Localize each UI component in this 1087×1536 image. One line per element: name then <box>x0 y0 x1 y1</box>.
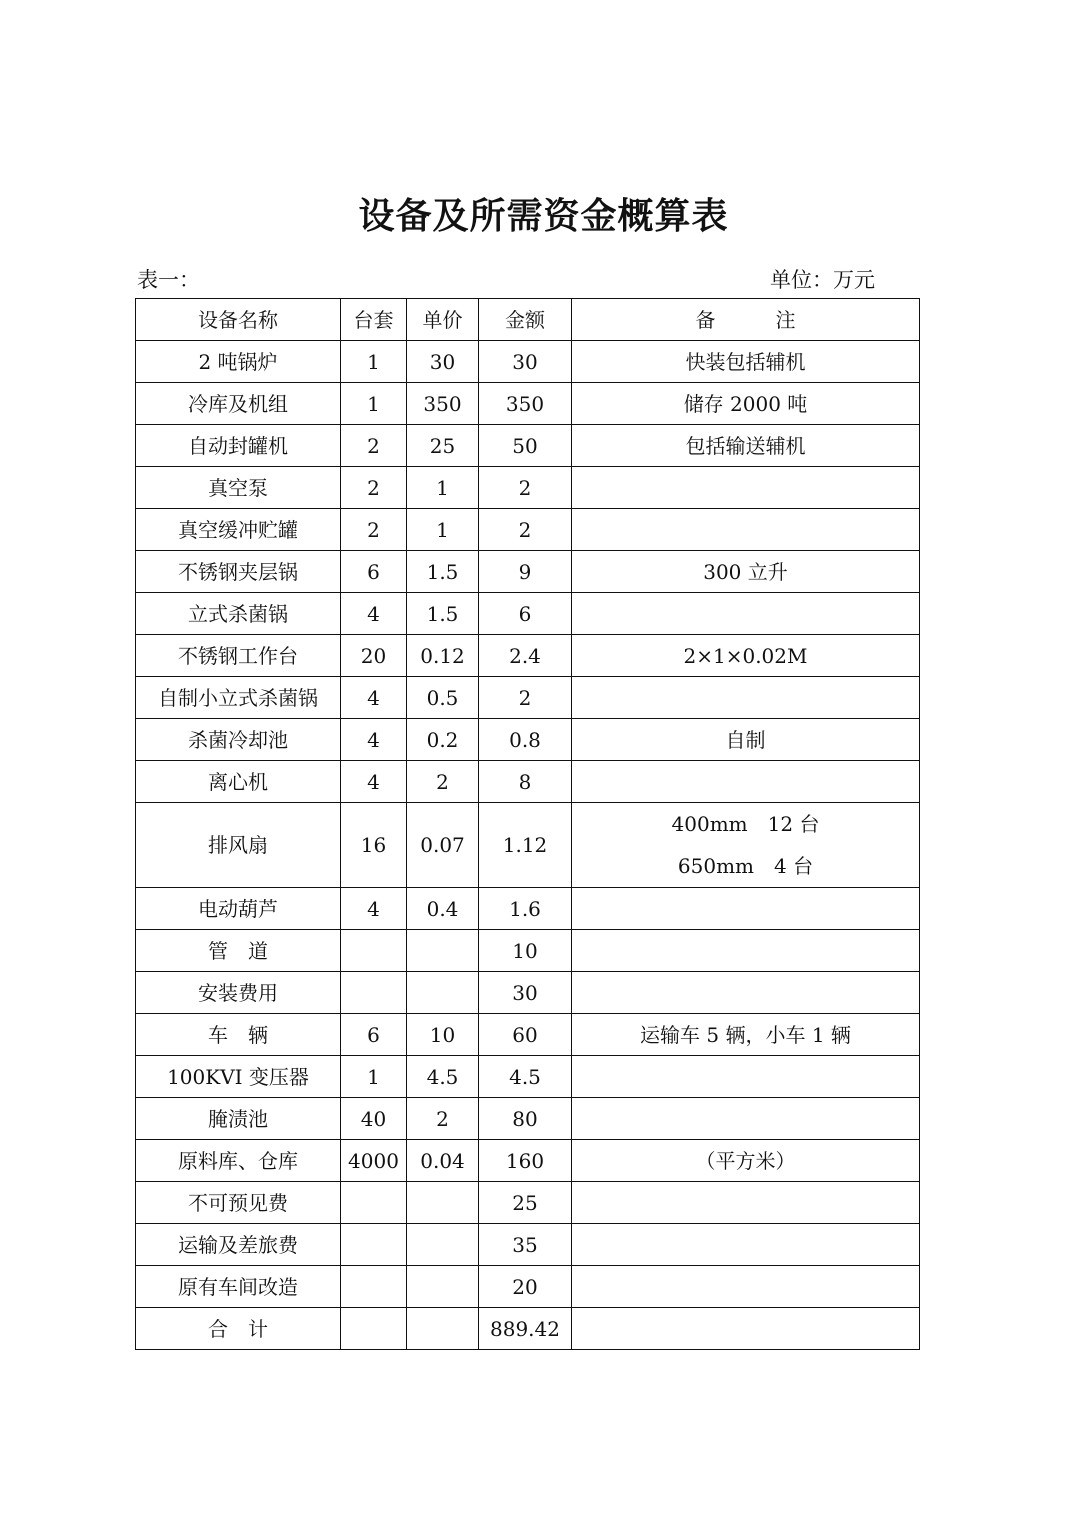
cell-quantity: 4000 <box>341 1140 407 1182</box>
cell-amount: 80 <box>479 1098 572 1140</box>
cell-equipment-name: 2 吨锅炉 <box>136 341 341 383</box>
cell-remarks <box>572 1182 920 1224</box>
cell-amount: 160 <box>479 1140 572 1182</box>
cell-remarks <box>572 888 920 930</box>
cell-unit-price: 1.5 <box>407 593 479 635</box>
table-row <box>136 1140 920 1182</box>
cell-unit-price: 25 <box>407 425 479 467</box>
cell-quantity: 1 <box>341 341 407 383</box>
cell-amount: 1.12 <box>479 803 572 888</box>
cell-equipment-name: 原料库、仓库 <box>136 1140 341 1182</box>
table-row <box>136 635 920 677</box>
cell-amount: 10 <box>479 930 572 972</box>
page-title: 设备及所需资金概算表 <box>358 196 729 237</box>
cell-equipment-name: 杀菌冷却池 <box>136 719 341 761</box>
table-row <box>136 467 920 509</box>
cell-equipment-name: 离心机 <box>136 761 341 803</box>
cell-unit-price: 0.4 <box>407 888 479 930</box>
table-row <box>136 972 920 1014</box>
total-row <box>136 1308 920 1350</box>
cell-amount: 20 <box>479 1266 572 1308</box>
cell-remarks <box>572 1308 920 1350</box>
cell-remarks <box>572 1098 920 1140</box>
cell-remarks <box>572 803 920 888</box>
cell-quantity <box>341 930 407 972</box>
cell-remarks: 2×1×0.02M <box>572 635 920 677</box>
budget-table <box>135 298 920 1350</box>
table-row <box>136 930 920 972</box>
cell-quantity <box>341 1182 407 1224</box>
cell-quantity: 6 <box>341 1014 407 1056</box>
cell-unit-price: 30 <box>407 341 479 383</box>
cell-amount: 2.4 <box>479 635 572 677</box>
cell-amount: 9 <box>479 551 572 593</box>
table-row <box>136 761 920 803</box>
cell-remarks <box>572 509 920 551</box>
cell-quantity <box>341 1308 407 1350</box>
table-row <box>136 1098 920 1140</box>
cell-amount: 2 <box>479 509 572 551</box>
cell-amount: 1.6 <box>479 888 572 930</box>
table-row <box>136 1056 920 1098</box>
cell-equipment-name: 真空泵 <box>136 467 341 509</box>
cell-amount: 2 <box>479 467 572 509</box>
cell-amount: 50 <box>479 425 572 467</box>
table-row <box>136 341 920 383</box>
cell-quantity <box>341 1224 407 1266</box>
cell-quantity: 4 <box>341 888 407 930</box>
table-row <box>136 677 920 719</box>
table-row <box>136 509 920 551</box>
header-quantity: 台套 <box>341 299 407 341</box>
cell-unit-price: 350 <box>407 383 479 425</box>
cell-equipment-name: 冷库及机组 <box>136 383 341 425</box>
cell-remarks <box>572 677 920 719</box>
table-row <box>136 888 920 930</box>
cell-equipment-name: 不可预见费 <box>136 1182 341 1224</box>
table-row <box>136 1224 920 1266</box>
cell-unit-price <box>407 972 479 1014</box>
cell-quantity <box>341 972 407 1014</box>
cell-amount: 30 <box>479 341 572 383</box>
table-row <box>136 551 920 593</box>
cell-total-label: 合 计 <box>136 1308 341 1350</box>
cell-remarks: 自制 <box>572 719 920 761</box>
cell-quantity: 2 <box>341 509 407 551</box>
cell-equipment-name: 自动封罐机 <box>136 425 341 467</box>
cell-remarks <box>572 1056 920 1098</box>
cell-equipment-name: 腌渍池 <box>136 1098 341 1140</box>
cell-equipment-name: 真空缓冲贮罐 <box>136 509 341 551</box>
cell-unit-price <box>407 1266 479 1308</box>
cell-unit-price: 2 <box>407 1098 479 1140</box>
cell-equipment-name: 运输及差旅费 <box>136 1224 341 1266</box>
cell-unit-price: 0.04 <box>407 1140 479 1182</box>
cell-quantity: 1 <box>341 1056 407 1098</box>
cell-unit-price: 1 <box>407 467 479 509</box>
cell-equipment-name: 原有车间改造 <box>136 1266 341 1308</box>
cell-quantity: 6 <box>341 551 407 593</box>
cell-equipment-name: 自制小立式杀菌锅 <box>136 677 341 719</box>
cell-equipment-name: 不锈钢工作台 <box>136 635 341 677</box>
cell-amount: 6 <box>479 593 572 635</box>
table-row <box>136 1182 920 1224</box>
cell-quantity: 1 <box>341 383 407 425</box>
cell-amount: 35 <box>479 1224 572 1266</box>
cell-unit-price: 0.07 <box>407 803 479 888</box>
cell-quantity: 2 <box>341 467 407 509</box>
cell-unit-price <box>407 1308 479 1350</box>
cell-unit-price: 0.12 <box>407 635 479 677</box>
cell-equipment-name: 管 道 <box>136 930 341 972</box>
cell-remarks <box>572 930 920 972</box>
cell-unit-price: 4.5 <box>407 1056 479 1098</box>
cell-remarks: 快装包括辅机 <box>572 341 920 383</box>
cell-amount: 30 <box>479 972 572 1014</box>
cell-equipment-name: 电动葫芦 <box>136 888 341 930</box>
cell-amount: 8 <box>479 761 572 803</box>
cell-unit-price: 2 <box>407 761 479 803</box>
cell-equipment-name: 排风扇 <box>136 803 341 888</box>
table-row <box>136 1266 920 1308</box>
cell-quantity: 4 <box>341 761 407 803</box>
cell-amount: 60 <box>479 1014 572 1056</box>
remarks-line-1: 400mm 12 台 <box>671 812 820 836</box>
cell-unit-price: 1.5 <box>407 551 479 593</box>
cell-amount: 0.8 <box>479 719 572 761</box>
cell-remarks: （平方米） <box>572 1140 920 1182</box>
cell-unit-price <box>407 930 479 972</box>
cell-equipment-name: 立式杀菌锅 <box>136 593 341 635</box>
cell-amount: 4.5 <box>479 1056 572 1098</box>
cell-quantity: 20 <box>341 635 407 677</box>
cell-quantity: 40 <box>341 1098 407 1140</box>
cell-quantity: 4 <box>341 677 407 719</box>
cell-remarks <box>572 593 920 635</box>
table-row <box>136 1014 920 1056</box>
table-row <box>136 803 920 888</box>
table-header-row <box>136 299 920 341</box>
cell-remarks <box>572 467 920 509</box>
cell-amount: 25 <box>479 1182 572 1224</box>
cell-unit-price <box>407 1224 479 1266</box>
cell-total-amount: 889.42 <box>479 1308 572 1350</box>
table-row <box>136 383 920 425</box>
header-unit-price: 单价 <box>407 299 479 341</box>
cell-remarks <box>572 1224 920 1266</box>
cell-remarks <box>572 972 920 1014</box>
cell-unit-price: 1 <box>407 509 479 551</box>
table-label: 表一： <box>137 268 200 292</box>
cell-remarks <box>572 1266 920 1308</box>
unit-label: 单位：万元 <box>770 268 875 292</box>
cell-remarks: 储存 2000 吨 <box>572 383 920 425</box>
cell-equipment-name: 车 辆 <box>136 1014 341 1056</box>
cell-remarks: 包括输送辅机 <box>572 425 920 467</box>
cell-unit-price <box>407 1182 479 1224</box>
remarks-line-2: 650mm 4 台 <box>677 854 814 878</box>
cell-unit-price: 10 <box>407 1014 479 1056</box>
cell-unit-price: 0.5 <box>407 677 479 719</box>
table-row <box>136 425 920 467</box>
cell-quantity <box>341 1266 407 1308</box>
table-row <box>136 719 920 761</box>
cell-equipment-name: 100KVI 变压器 <box>136 1056 341 1098</box>
cell-amount: 2 <box>479 677 572 719</box>
cell-quantity: 4 <box>341 719 407 761</box>
cell-quantity: 16 <box>341 803 407 888</box>
cell-amount: 350 <box>479 383 572 425</box>
cell-quantity: 2 <box>341 425 407 467</box>
header-equipment-name: 设备名称 <box>136 299 341 341</box>
cell-equipment-name: 不锈钢夹层锅 <box>136 551 341 593</box>
cell-quantity: 4 <box>341 593 407 635</box>
cell-remarks: 300 立升 <box>572 551 920 593</box>
cell-remarks: 运输车 5 辆，小车 1 辆 <box>572 1014 920 1056</box>
table-row <box>136 593 920 635</box>
header-amount: 金额 <box>479 299 572 341</box>
cell-remarks <box>572 761 920 803</box>
header-remarks: 备 注 <box>572 299 920 341</box>
cell-unit-price: 0.2 <box>407 719 479 761</box>
cell-equipment-name: 安装费用 <box>136 972 341 1014</box>
